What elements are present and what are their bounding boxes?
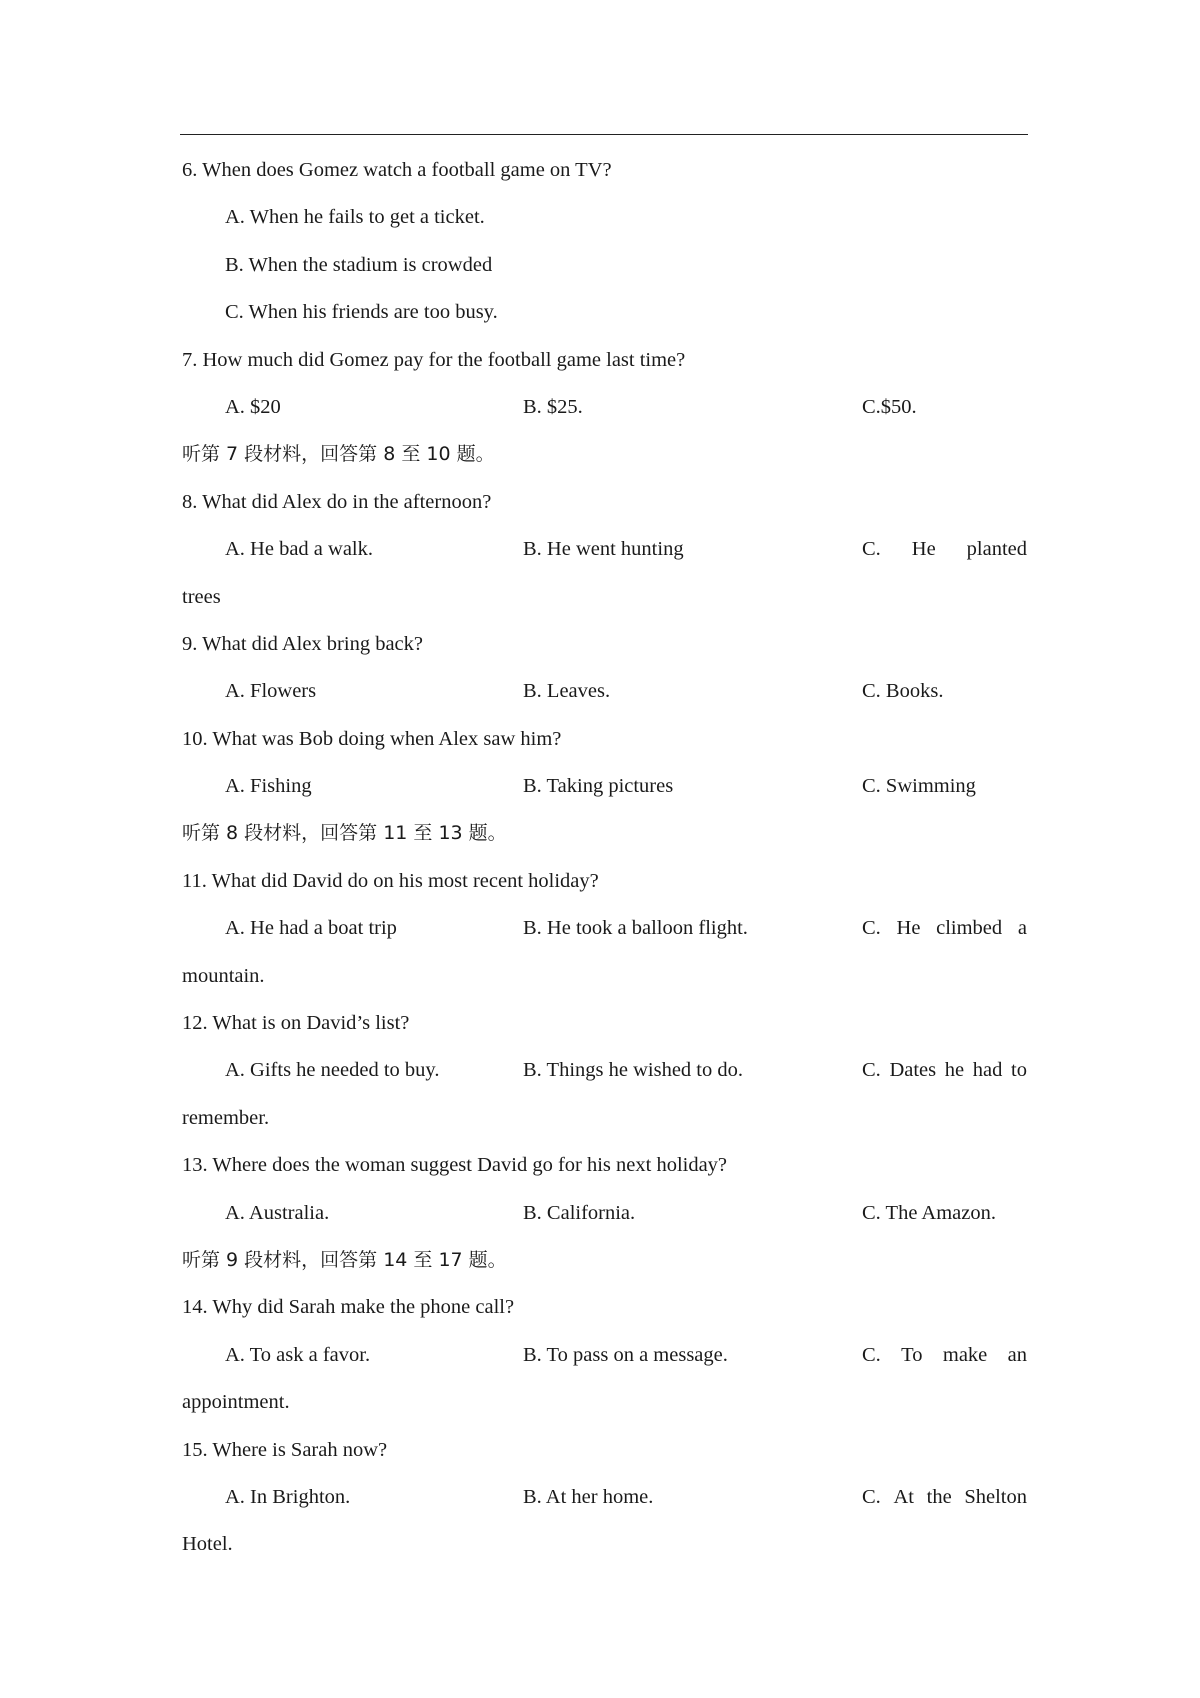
option-c-word: make [942, 1343, 988, 1366]
option-c-word: the [926, 1485, 952, 1508]
question-6-option-a: A. When he fails to get a ticket. [225, 206, 485, 229]
question-7-options [182, 384, 1027, 431]
option-c-word: C. [862, 1343, 881, 1366]
option-c-word: planted [966, 538, 1027, 561]
question-11-option-c [862, 905, 1027, 952]
question-15-option-c-continued: Hotel. [182, 1533, 233, 1556]
question-12-option-b: B. Things he wished to do. [523, 1059, 743, 1082]
question-6-option-c: C. When his friends are too busy. [225, 301, 498, 324]
question-11-option-b: B. He took a balloon flight. [523, 917, 748, 940]
question-9-option-c: C. Books. [862, 680, 944, 703]
question-12: 12. What is on David’s list? [182, 1012, 410, 1035]
option-c-word: To [901, 1343, 923, 1366]
option-c-word: an [1007, 1343, 1027, 1366]
question-12-option-c-continued: remember. [182, 1106, 270, 1129]
question-7-option-b: B. $25. [523, 395, 583, 418]
header-rule [180, 134, 1028, 135]
question-10: 10. What was Bob doing when Alex saw him? [182, 727, 562, 750]
question-11-option-c-continued: mountain. [182, 964, 265, 987]
question-14-option-b: B. To pass on a message. [523, 1343, 728, 1366]
option-c-word: to [1011, 1059, 1027, 1082]
option-c-word: Dates [889, 1059, 937, 1082]
question-13-options [182, 1190, 1027, 1237]
question-8-option-c [862, 526, 1027, 573]
question-15-options [182, 1474, 1027, 1521]
question-11: 11. What did David do on his most recent holiday? [182, 869, 599, 892]
question-14: 14. Why did Sarah make the phone call? [182, 1296, 515, 1319]
section-7-instruction: 听第 7 段材料，回答第 8 至 10 题。 [182, 443, 495, 466]
question-12-option-c [862, 1047, 1027, 1094]
option-c-word: he [944, 1059, 965, 1082]
question-15: 15. Where is Sarah now? [182, 1438, 388, 1461]
question-10-option-a: A. Fishing [225, 775, 312, 798]
question-8: 8. What did Alex do in the afternoon? [182, 490, 492, 513]
option-c-word: At [893, 1485, 914, 1508]
option-c-word: C. [862, 1059, 881, 1082]
question-9: 9. What did Alex bring back? [182, 632, 424, 655]
question-8-options [182, 526, 1027, 573]
question-6: 6. When does Gomez watch a football game on TV? [182, 159, 612, 181]
option-c-word: He [911, 538, 936, 561]
option-c-word: C. [862, 1485, 881, 1508]
question-7-option-c: C.$50. [862, 395, 917, 418]
option-c-word: Shelton [964, 1485, 1027, 1508]
question-8-option-a: A. He bad a walk. [225, 538, 374, 561]
document-body [182, 147, 1027, 1569]
question-12-options [182, 1047, 1027, 1094]
question-10-option-b: B. Taking pictures [523, 775, 674, 798]
question-9-options [182, 668, 1027, 715]
option-c-word: C. [862, 917, 881, 940]
question-8-option-b: B. He went hunting [523, 538, 684, 561]
section-8-instruction: 听第 8 段材料，回答第 11 至 13 题。 [182, 822, 507, 845]
question-14-option-c-continued: appointment. [182, 1391, 290, 1414]
question-11-options [182, 905, 1027, 952]
question-7: 7. How much did Gomez pay for the football game last time? [182, 348, 686, 371]
question-15-option-b: B. At her home. [523, 1485, 654, 1508]
question-6-option-b: B. When the stadium is crowded [225, 253, 493, 276]
question-7-option-a: A. $20 [225, 395, 281, 418]
section-9-instruction: 听第 9 段材料，回答第 14 至 17 题。 [182, 1248, 507, 1271]
question-13: 13. Where does the woman suggest David go for his next holiday? [182, 1154, 728, 1177]
question-13-option-c: C. The Amazon. [862, 1201, 996, 1224]
question-12-option-a: A. Gifts he needed to buy. [225, 1059, 440, 1082]
question-15-option-c [862, 1474, 1027, 1521]
question-13-option-a: A. Australia. [225, 1201, 330, 1224]
option-c-word: climbed [936, 917, 1003, 940]
question-14-option-c [862, 1332, 1027, 1379]
question-14-option-a: A. To ask a favor. [225, 1343, 371, 1366]
question-9-option-b: B. Leaves. [523, 680, 611, 703]
option-c-word: He [896, 917, 921, 940]
question-14-options [182, 1332, 1027, 1379]
question-9-option-a: A. Flowers [225, 680, 317, 703]
option-c-word: C. [862, 538, 881, 561]
option-c-word: a [1017, 917, 1027, 940]
option-c-word: had [972, 1059, 1003, 1082]
question-11-option-a: A. He had a boat trip [225, 917, 397, 940]
question-15-option-a: A. In Brighton. [225, 1485, 351, 1508]
question-10-option-c: C. Swimming [862, 775, 976, 798]
question-13-option-b: B. California. [523, 1201, 636, 1224]
question-10-options [182, 763, 1027, 810]
question-8-option-c-continued: trees [182, 585, 221, 608]
